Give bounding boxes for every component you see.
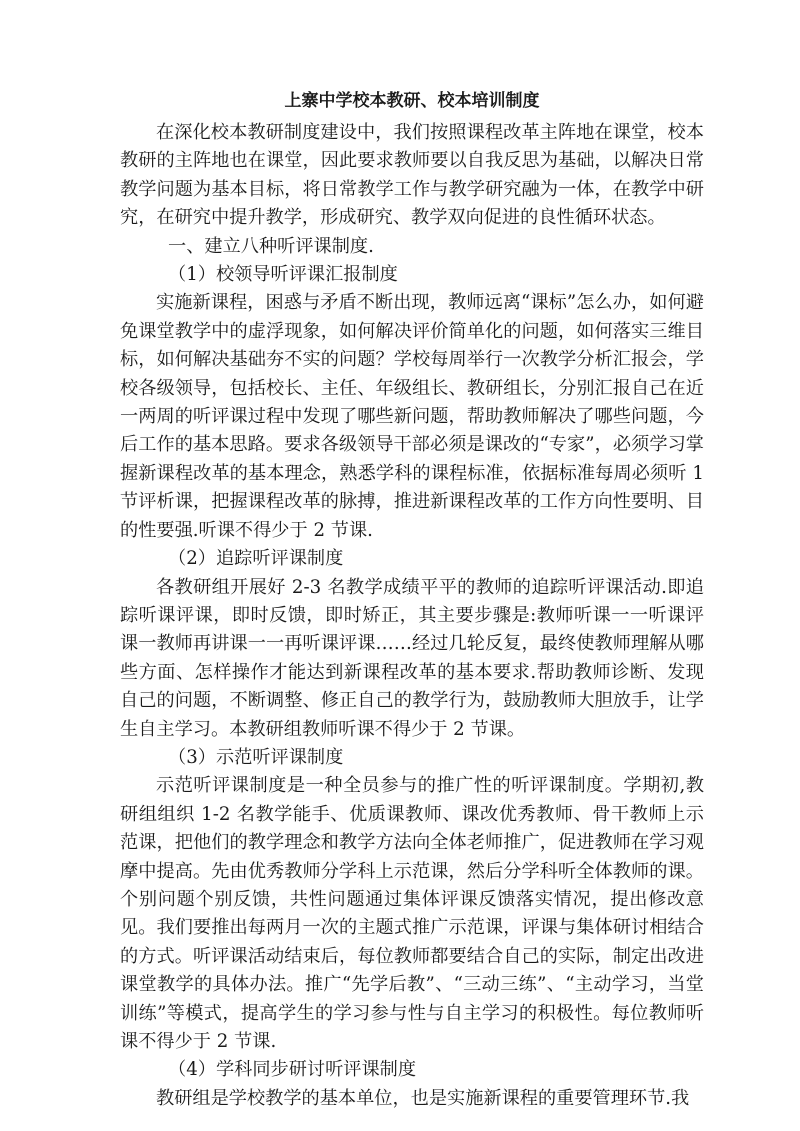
subsection-body-3: 示范听评课制度是一种全员参与的推广性的听评课制度。学期初,教研组组织 1-2 名教学能手、优质课教师、课改优秀教师、骨干教师上示范课，把他们的教学理念和教学方法向全体老师推广，促进教师在学习观摩中提高。先由优秀教师分学科上示范课，然后分学科听全体教师的课。个别问题个别反馈，共性问题通过集体评课反馈落实情况，提出修改意见。我们要推出每两月一次的主题式推广示范课，评课与集体研讨相结合的方式。听评课活动结束后，每位教师都要结合自己的实际，制定出改进课堂教学的具体办法。推广“先学后教”、“三动三练”、“主动学习，当堂训练”等模式，提高学生的学习参与性与自主学习的积极性。每位教师听课不得少于 2 节课. (120, 775, 704, 1052)
document-title: 上寨中学校本教研、校本培训制度 (284, 91, 540, 111)
subsection-body-1: 实施新课程，困惑与矛盾不断出现，教师远离“课标”怎么办，如何避免课堂教学中的虚浮现象，如何解决评价简单化的问题，如何落实三维目标，如何解决基础夯不实的问题？学校每周举行一次教学分析汇报会，学校各级领导，包括校长、主任、年级组长、教研组长，分别汇报自己在近一两周的听评课过程中发现了哪些新问题，帮助教师解决了哪些问题，今后工作的基本思路。要求各级领导干部必须是课改的“专家”，必须学习掌握新课程改革的基本理念，熟悉学科的课程标准，依据标准每周必须听 1 节评析课，把握课程改革的脉搏，推进新课程改革的工作方向性要明、目的性要强.听课不得少于 2 节课. (120, 292, 704, 541)
subsection-heading-1: （1）校领导听评课汇报制度 (168, 264, 398, 286)
section-heading-1: 一、建立八种听评课制度. (168, 235, 374, 257)
subsection-body-2: 各教研组开展好 2-3 名教学成绩平平的教师的追踪听评课活动.即追踪听课评课，即时反馈，即时矫正，其主要步骤是:教师听课一一听课评课一教师再讲课一一再听课评课……经过几轮反复，最终使教师理解从哪些方面、怎样操作才能达到新课程改革的基本要求.帮助教师诊断、发现自己的问题，不断调整、修正自己的教学行为，鼓励教师大胆放手，让学生自主学习。本教研组教师听课不得少于 2 节课。 (120, 576, 704, 740)
subsection-body-4: 教研组是学校教学的基本单位，也是实施新课程的重要管理环节.我 (156, 1087, 690, 1109)
subsection-heading-3: （3）示范听评课制度 (168, 746, 344, 768)
intro-paragraph: 在深化校本教研制度建设中，我们按照课程改革主阵地在课堂，校本教研的主阵地也在课堂，因此要求教师要以自我反思为基础，以解决日常教学问题为基本目标，将日常教学工作与教学研究融为一体，在教学中研究，在研究中提升教学，形成研究、教学双向促进的良性循环状态。 (120, 122, 704, 229)
subsection-heading-4: （4）学科同步研讨听评课制度 (168, 1059, 417, 1081)
subsection-heading-2: （2）追踪听评课制度 (168, 548, 344, 570)
